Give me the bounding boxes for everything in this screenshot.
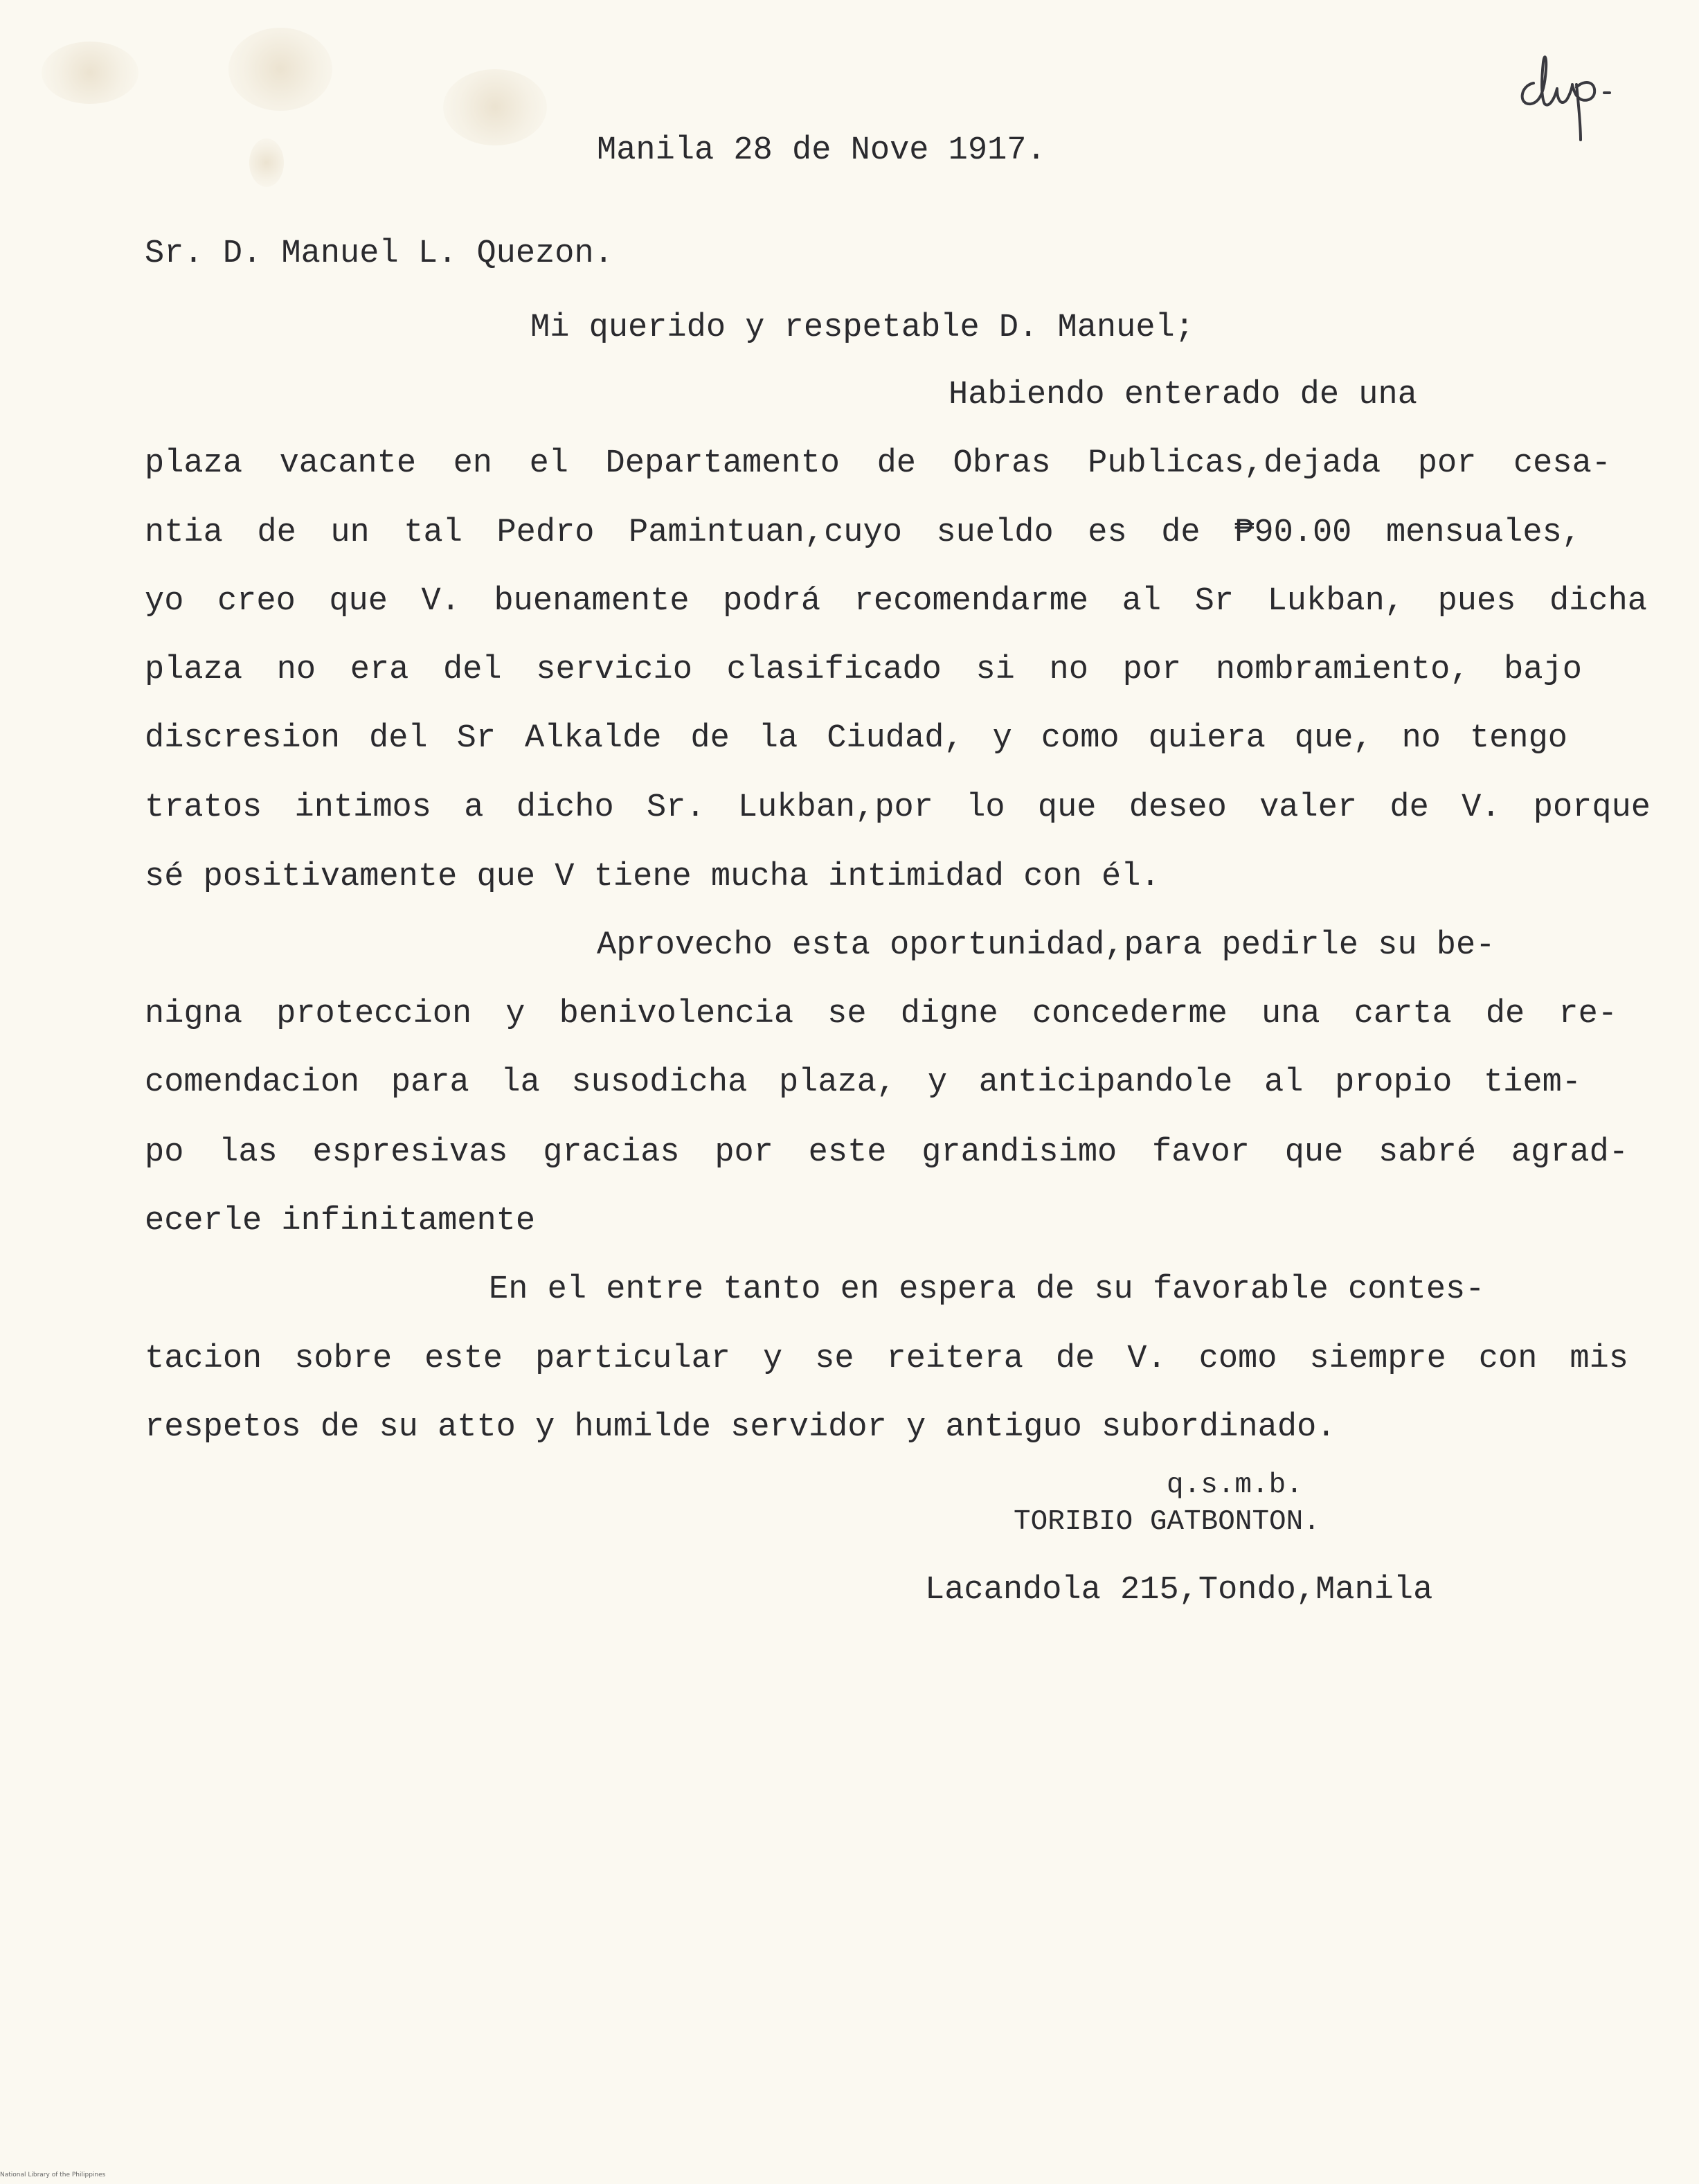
paragraph-line: ecerle infinitamente — [145, 1203, 536, 1239]
paragraph-line: po las espresivas gracias por este grandisimo favor que sabré agrad- — [145, 1134, 1628, 1171]
closing: q.s.m.b. — [1167, 1469, 1303, 1501]
paper-stain — [249, 138, 284, 187]
paragraph-line: comendacion para la susodicha plaza, y anticipandole al propio tiem- — [145, 1064, 1581, 1101]
paragraph-line: sé positivamente que V tiene mucha intimidad con él. — [145, 859, 1160, 895]
paragraph-line: respetos de su atto y humilde servidor y antiguo subordinado. — [145, 1409, 1336, 1446]
paragraph-line: tacion sobre este particular y se reitera de V. como siempre con mis — [145, 1341, 1628, 1377]
handwritten-annotation — [1513, 42, 1637, 145]
paragraph-line: plaza no era del servicio clasificado si no por nombramiento, bajo — [145, 652, 1582, 688]
paragraph-line: plaza vacante en el Departamento de Obras Publicas,dejada por cesa- — [145, 445, 1611, 482]
signature-name: TORIBIO GATBONTON. — [1014, 1506, 1320, 1538]
paragraph-line: tratos intimos a dicho Sr. Lukban,por lo que deseo valer de V. porque — [145, 789, 1651, 826]
paragraph-line: discresion del Sr Alkalde de la Ciudad, y como quiera que, no tengo — [145, 720, 1567, 757]
paragraph-line: En el entre tanto en espera de su favorable contes- — [489, 1271, 1485, 1308]
scan-footer-credit: National Library of the Philippines — [0, 2172, 106, 2178]
paragraph-line: ntia de un tal Pedro Pamintuan,cuyo sueldo es de ₱90.00 mensuales, — [145, 514, 1581, 551]
recipient-line: Sr. D. Manuel L. Quezon. — [145, 235, 613, 272]
paragraph-line: nigna proteccion y benivolencia se digne concederme una carta de re- — [145, 996, 1617, 1032]
address: Lacandola 215,Tondo,Manila — [925, 1572, 1433, 1609]
date-line: Manila 28 de Nove 1917. — [597, 132, 1046, 169]
paragraph-line: Aprovecho esta oportunidad,para pedirle su be- — [597, 927, 1495, 964]
paragraph-line: yo creo que V. buenamente podrá recomendarme al Sr Lukban, pues dicha — [145, 583, 1647, 620]
paper-stain — [443, 69, 547, 145]
handwritten-annotation-drawing — [1513, 42, 1637, 145]
paper-stain — [42, 42, 138, 104]
paper-stain — [228, 28, 332, 111]
paragraph-line: Habiendo enterado de una — [949, 377, 1417, 413]
salutation: Mi querido y respetable D. Manuel; — [530, 310, 1194, 346]
